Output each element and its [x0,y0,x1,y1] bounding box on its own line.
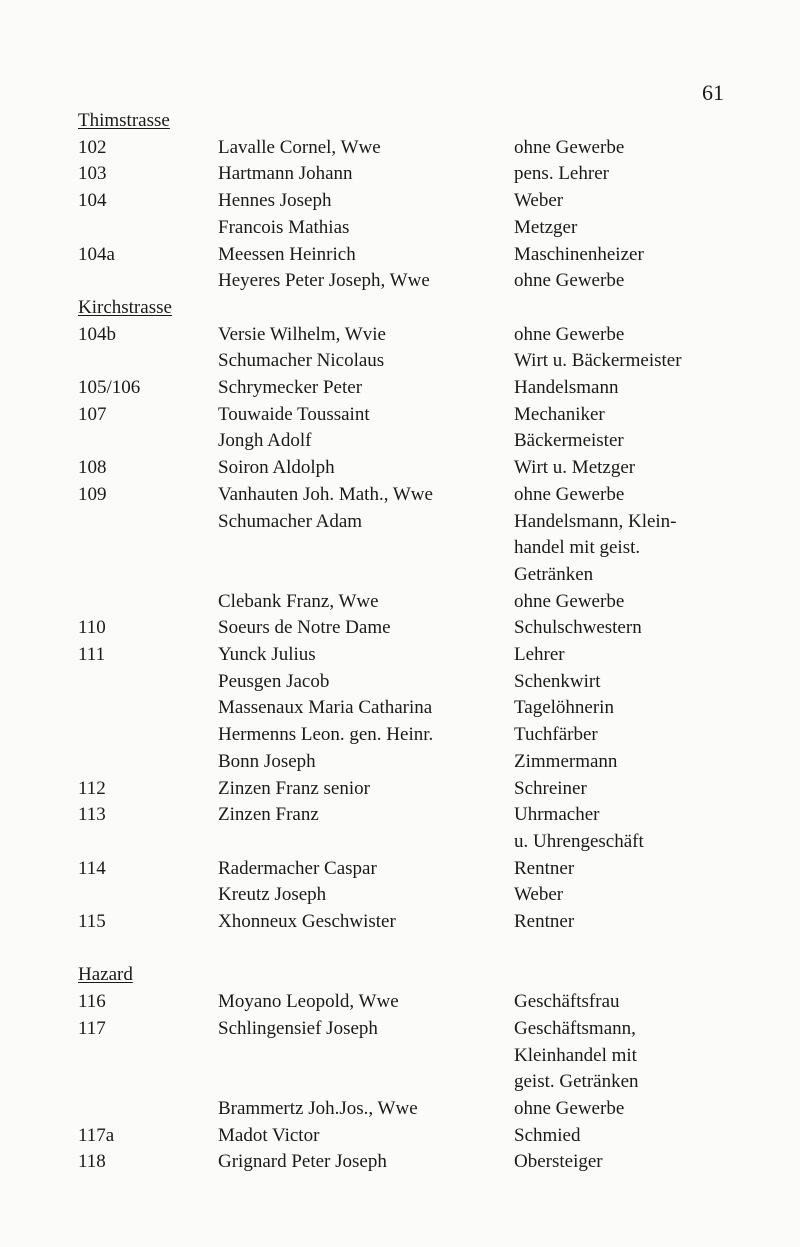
house-number [78,348,218,375]
house-number: 112 [78,777,106,799]
resident-name: Hartmann Johann [218,163,353,185]
resident-name: Schlingensief Joseph [218,1017,378,1039]
resident-name: Zinzen Franz [218,804,319,826]
occupation-line: ohne Gewerbe [514,483,625,505]
occupation-line: Handelsmann, Klein- [514,510,677,532]
occupation [514,909,724,936]
occupation [514,1096,724,1123]
occupation-line: Tuchfärber [514,724,598,746]
street-heading: Thimstrasse [78,110,170,131]
resident-name: Schumacher Adam [218,510,363,532]
house-number: 108 [78,457,107,479]
house-number: 118 [78,1151,106,1173]
occupation-line: Geschäftsfrau [514,991,620,1013]
house-number [78,215,218,242]
register-entry [78,909,758,936]
occupation-line: Wirt u. Metzger [514,457,636,479]
occupation [514,669,724,696]
section-spacer [78,936,758,963]
register-listing [78,108,758,1176]
house-number [78,882,218,909]
house-number [78,722,218,749]
occupation-line: Kleinhandel mit [514,1044,637,1066]
occupation [514,135,724,162]
occupation-line: ohne Gewerbe [514,590,625,612]
occupation [514,589,724,616]
occupation [514,322,724,349]
resident-name: Peusgen Jacob [218,670,330,692]
occupation-line: ohne Gewerbe [514,1098,625,1119]
house-number: 115 [78,911,106,933]
occupation-line: Rentner [514,857,575,879]
register-entry [78,856,758,883]
occupation-line: Lehrer [514,644,565,666]
occupation-line: Weber [514,190,564,212]
resident-name: Hermenns Leon. gen. Heinr. [218,724,434,746]
occupation-line: Maschinenheizer [514,243,644,265]
house-number: 105/106 [78,377,141,399]
occupation [514,509,724,589]
register-entry [78,882,758,909]
resident-name: Kreutz Joseph [218,884,327,906]
register-entry [78,722,758,749]
house-number [78,749,218,776]
house-number: 116 [78,991,106,1013]
resident-name: Hennes Joseph [218,190,332,212]
register-entry [78,802,758,855]
page-number: 61 [702,80,724,105]
occupation [514,642,724,669]
occupation [514,989,724,1016]
occupation-line: Rentner [514,911,575,933]
occupation [514,856,724,883]
occupation [514,722,724,749]
register-entry [78,375,758,402]
occupation-line: ohne Gewerbe [514,136,625,158]
house-number [78,669,218,696]
resident-name: Soiron Aldolph [218,457,335,479]
house-number: 107 [78,403,107,425]
register-entry [78,749,758,776]
resident-name: Clebank Franz, Wwe [218,590,379,612]
house-number: 104a [78,243,115,265]
resident-name: Moyano Leopold, Wwe [218,991,399,1013]
occupation [514,749,724,776]
occupation-line: Metzger [514,216,578,238]
occupation-line: Schreiner [514,777,587,799]
register-entry [78,268,758,295]
occupation [514,802,724,855]
occupation-line: Wirt u. Bäckermeister [514,350,682,372]
register-entry [78,1149,758,1176]
house-number: 104 [78,190,107,212]
resident-name: Versie Wilhelm, Wvie [218,323,386,345]
occupation [514,615,724,642]
register-entry [78,669,758,696]
occupation-line: Mechaniker [514,403,605,425]
register-entry [78,188,758,215]
house-number [78,428,218,455]
register-entry [78,1123,758,1150]
house-number [78,268,218,295]
house-number: 109 [78,483,107,505]
occupation [514,482,724,509]
house-number: 110 [78,617,106,639]
house-number: 113 [78,804,106,826]
resident-name: Yunck Julius [218,644,316,666]
resident-name: Grignard Peter Joseph [218,1151,387,1173]
register-entry [78,322,758,349]
register-entry [78,1096,758,1123]
resident-name: Vanhauten Joh. Math., Wwe [218,483,433,505]
house-number: 102 [78,136,107,158]
occupation [514,882,724,909]
register-entry [78,161,758,188]
house-number: 103 [78,163,107,185]
occupation [514,455,724,482]
register-entry [78,348,758,375]
occupation-line: Obersteiger [514,1151,603,1173]
occupation-line: Getränken [514,563,594,585]
resident-name: Lavalle Cornel, Wwe [218,136,381,158]
occupation [514,161,724,188]
occupation-line: Geschäftsmann, [514,1017,636,1039]
resident-name: Brammertz Joh.Jos., Wwe [218,1098,418,1119]
occupation [514,1123,724,1150]
resident-name: Bonn Joseph [218,750,316,772]
house-number: 111 [78,644,106,666]
register-entry [78,615,758,642]
occupation-line: Schenkwirt [514,670,601,692]
resident-name: Jongh Adolf [218,430,312,452]
occupation-line: Schulschwestern [514,617,642,639]
register-entry [78,589,758,616]
occupation-line: ohne Gewerbe [514,323,625,345]
street-heading: Hazard [78,964,133,986]
resident-name: Schumacher Nicolaus [218,350,385,372]
occupation-line: geist. Getränken [514,1071,639,1093]
house-number: 114 [78,857,106,879]
resident-name: Meessen Heinrich [218,243,356,265]
occupation [514,215,724,242]
occupation-line: Tagelöhnerin [514,697,614,719]
occupation-line: Weber [514,884,564,906]
occupation-line: Zimmermann [514,750,618,772]
resident-name: Zinzen Franz senior [218,777,370,799]
register-entry [78,482,758,509]
resident-name: Heyeres Peter Joseph, Wwe [218,270,430,292]
occupation-line: Schmied [514,1124,581,1146]
register-entry [78,455,758,482]
occupation-line: Bäckermeister [514,430,624,452]
register-entry [78,428,758,455]
resident-name: Radermacher Caspar [218,857,377,879]
occupation [514,242,724,269]
register-entry [78,989,758,1016]
occupation [514,188,724,215]
resident-name: Schrymecker Peter [218,377,363,399]
occupation [514,402,724,429]
resident-name: Francois Mathias [218,216,350,238]
house-number: 117 [78,1017,106,1039]
resident-name: Touwaide Toussaint [218,403,370,425]
house-number: 117a [78,1124,115,1146]
occupation [514,695,724,722]
resident-name: Massenaux Maria Catharina [218,697,433,719]
house-number [78,695,218,722]
occupation [514,428,724,455]
street-heading: Kirchstrasse [78,296,172,318]
register-entry [78,695,758,722]
register-entry [78,135,758,162]
resident-name: Madot Victor [218,1124,320,1146]
resident-name: Soeurs de Notre Dame [218,617,391,639]
register-entry [78,215,758,242]
occupation-line: pens. Lehrer [514,163,609,185]
occupation-line: handel mit geist. [514,537,641,559]
occupation [514,348,724,375]
house-number: 104b [78,323,116,345]
house-number [78,1096,218,1123]
occupation-line: Handelsmann [514,377,619,399]
register-entry [78,776,758,803]
register-entry [78,642,758,669]
register-entry [78,1016,758,1096]
register-entry [78,509,758,589]
occupation-line: u. Uhrengeschäft [514,830,644,852]
occupation [514,1149,724,1176]
occupation [514,268,724,295]
house-number [78,509,218,589]
register-entry [78,242,758,269]
occupation [514,375,724,402]
occupation [514,1016,724,1096]
occupation-line: Uhrmacher [514,804,600,826]
house-number [78,589,218,616]
resident-name: Xhonneux Geschwister [218,911,396,933]
occupation-line: ohne Gewerbe [514,270,625,292]
register-entry [78,402,758,429]
occupation [514,776,724,803]
